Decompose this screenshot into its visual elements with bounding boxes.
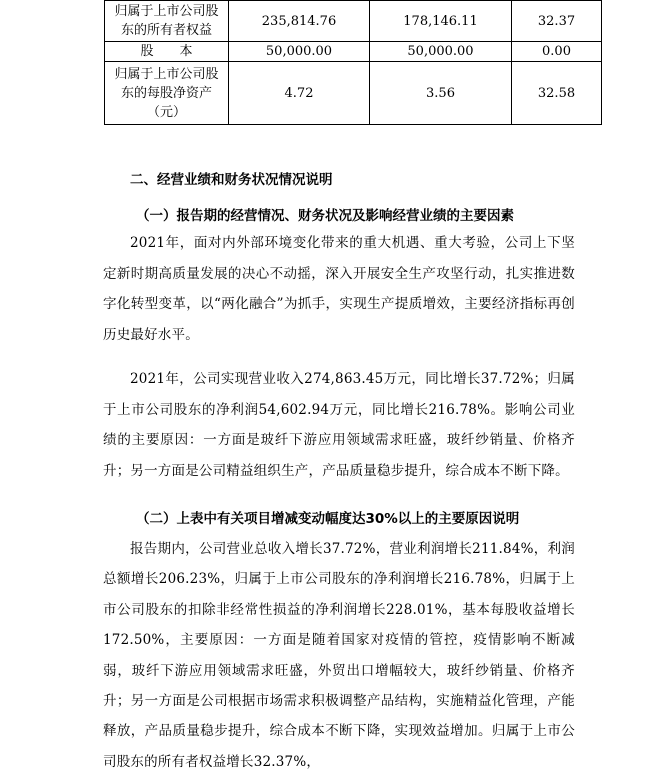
subsection-heading-2: （二）上表中有关项目增减变动幅度达30%以上的主要原因说明 — [136, 511, 520, 527]
subsection-heading-1: （一）报告期的经营情况、财务状况及影响经营业绩的主要因素 — [136, 208, 514, 224]
row-label: 归属于上市公司股 东的所有者权益 — [105, 1, 229, 42]
paragraph-2: 2021年，公司实现营业收入274,863.45万元，同比增长37.72%；归属于上市公司股东的净利润54,602.94万元，同比增长216.78%。影响公司业绩的主要原因：一方面是玻纤下游应用领域需求旺盛，玻纤纱销量、价格齐升；另一方面是公司精益组织生产，产品质量稳步提升，综合成本不断下降。 — [103, 371, 575, 479]
table-row — [105, 42, 602, 62]
current-value: 50,000.00 — [229, 42, 370, 62]
change-percent: 32.58 — [512, 62, 602, 125]
current-value: 4.72 — [229, 62, 370, 125]
current-value: 235,814.76 — [229, 1, 370, 42]
previous-value: 3.56 — [370, 62, 512, 125]
paragraph-1: 2021年，面对内外部环境变化带来的重大机遇、重大考验，公司上下坚定新时期高质量发展的决心不动摇，深入开展安全生产攻坚行动，扎实推进数字化转型变革，以“两化融合”为抓手，实现生产提质增效，主要经济指标再创历史最好水平。 — [103, 235, 575, 343]
row-label: 归属于上市公司股 东的每股净资产 （元） — [105, 62, 229, 125]
financial-table — [104, 0, 602, 125]
section-heading: 二、经营业绩和财务状况情况说明 — [130, 172, 333, 188]
change-percent: 32.37 — [512, 1, 602, 42]
table-row — [105, 1, 602, 42]
table-row — [105, 62, 602, 125]
previous-value: 178,146.11 — [370, 1, 512, 42]
change-percent: 0.00 — [512, 42, 602, 62]
previous-value: 50,000.00 — [370, 42, 512, 62]
paragraph-3: 报告期内，公司营业总收入增长37.72%，营业利润增长211.84%，利润总额增长206.23%，归属于上市公司股东的净利润增长216.78%，归属于上市公司股东的扣除非经常性损益的净利润增长228.01%，基本每股收益增长172.50%，主要原因：一方面是随着国家对疫情的管控，疫情影响不断减弱，玻纤下游应用领域需求旺盛，外贸出口增幅较大，玻纤纱销量、价格齐升；另一方面是公司根据市场需求积极调整产品结构，实施精益化管理，产能释放，产品质量稳步提升，综合成本不断下降，实现效益增加。归属于上市公司股东的所有者权益增长32.37%， — [103, 541, 575, 770]
row-label: 股 本 — [105, 42, 229, 62]
